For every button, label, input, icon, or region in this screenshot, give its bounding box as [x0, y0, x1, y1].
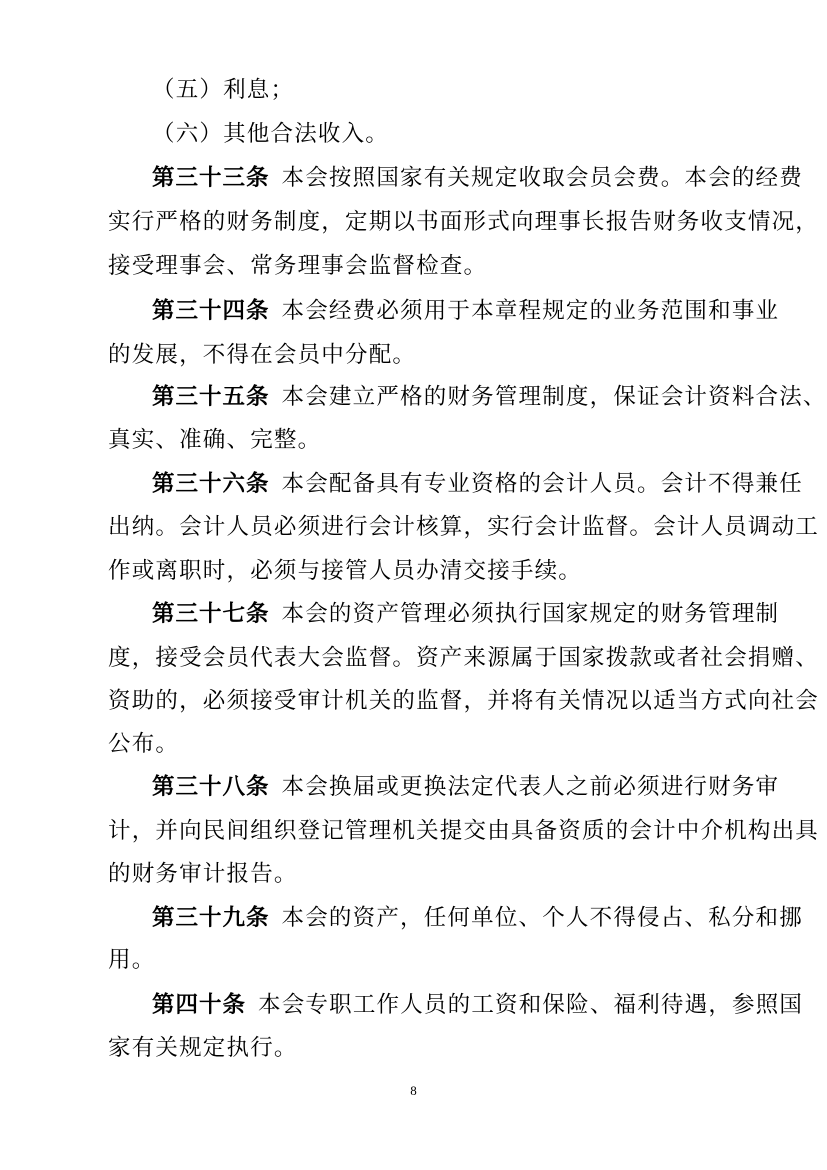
article-text-line: 用。 — [108, 947, 156, 973]
article-text-line: 实行严格的财务制度，定期以书面形式向理事长报告财务收支情况， — [108, 209, 820, 235]
article-37 — [152, 599, 779, 629]
article-text-line: 计，并向民间组织登记管理机关提交由具备资质的会计中介机构出具 — [108, 818, 820, 844]
article-title: 第三十七条 — [152, 601, 270, 627]
article-text: 本会换届或更换法定代表人之前必须进行财务审 — [281, 774, 780, 800]
item-six: （六）其他合法收入。 — [152, 121, 390, 147]
article-38 — [152, 772, 779, 802]
article-title: 第三十三条 — [152, 165, 270, 191]
article-text-line: 真实、准确、完整。 — [108, 427, 322, 453]
article-text: 本会配备具有专业资格的会计人员。会计不得兼任 — [281, 471, 803, 497]
article-34 — [152, 296, 779, 326]
article-text-line: 接受理事会、常务理事会监督检查。 — [108, 253, 488, 279]
article-title: 第三十九条 — [152, 905, 270, 931]
item-five: （五）利息； — [152, 77, 295, 103]
article-text-line: 的财务审计报告。 — [108, 861, 298, 887]
article-title: 第三十八条 — [152, 774, 270, 800]
article-text: 本会的资产管理必须执行国家规定的财务管理制 — [281, 601, 780, 627]
article-text: 本会的资产，任何单位、个人不得侵占、私分和挪 — [281, 905, 803, 931]
article-text-line: 的发展，不得在会员中分配。 — [108, 342, 417, 368]
article-title: 第四十条 — [152, 992, 247, 1018]
article-text: 本会建立严格的财务管理制度，保证会计资料合法、 — [281, 384, 827, 410]
article-text-line: 作或离职时，必须与接管人员办清交接手续。 — [108, 558, 583, 584]
article-33 — [152, 163, 803, 193]
article-39 — [152, 903, 803, 933]
article-text-line: 度，接受会员代表大会监督。资产来源属于国家拨款或者社会捐赠、 — [108, 645, 820, 671]
article-title: 第三十四条 — [152, 298, 270, 324]
article-title: 第三十五条 — [152, 384, 270, 410]
article-text-line: 出纳。会计人员必须进行会计核算，实行会计监督。会计人员调动工 — [108, 514, 820, 540]
article-40 — [152, 990, 803, 1020]
page-number: 8 — [410, 1083, 417, 1098]
article-36 — [152, 469, 803, 499]
article-text-line: 公布。 — [108, 731, 180, 757]
article-text: 本会经费必须用于本章程规定的业务范围和事业 — [281, 298, 780, 324]
article-text: 本会按照国家有关规定收取会员会费。本会的经费 — [281, 165, 803, 191]
article-text-line: 家有关规定执行。 — [108, 1035, 298, 1061]
article-35 — [152, 382, 827, 412]
article-title: 第三十六条 — [152, 471, 270, 497]
article-text-line: 资助的，必须接受审计机关的监督，并将有关情况以适当方式向社会 — [108, 688, 820, 714]
article-text: 本会专职工作人员的工资和保险、福利待遇，参照国 — [258, 992, 804, 1018]
